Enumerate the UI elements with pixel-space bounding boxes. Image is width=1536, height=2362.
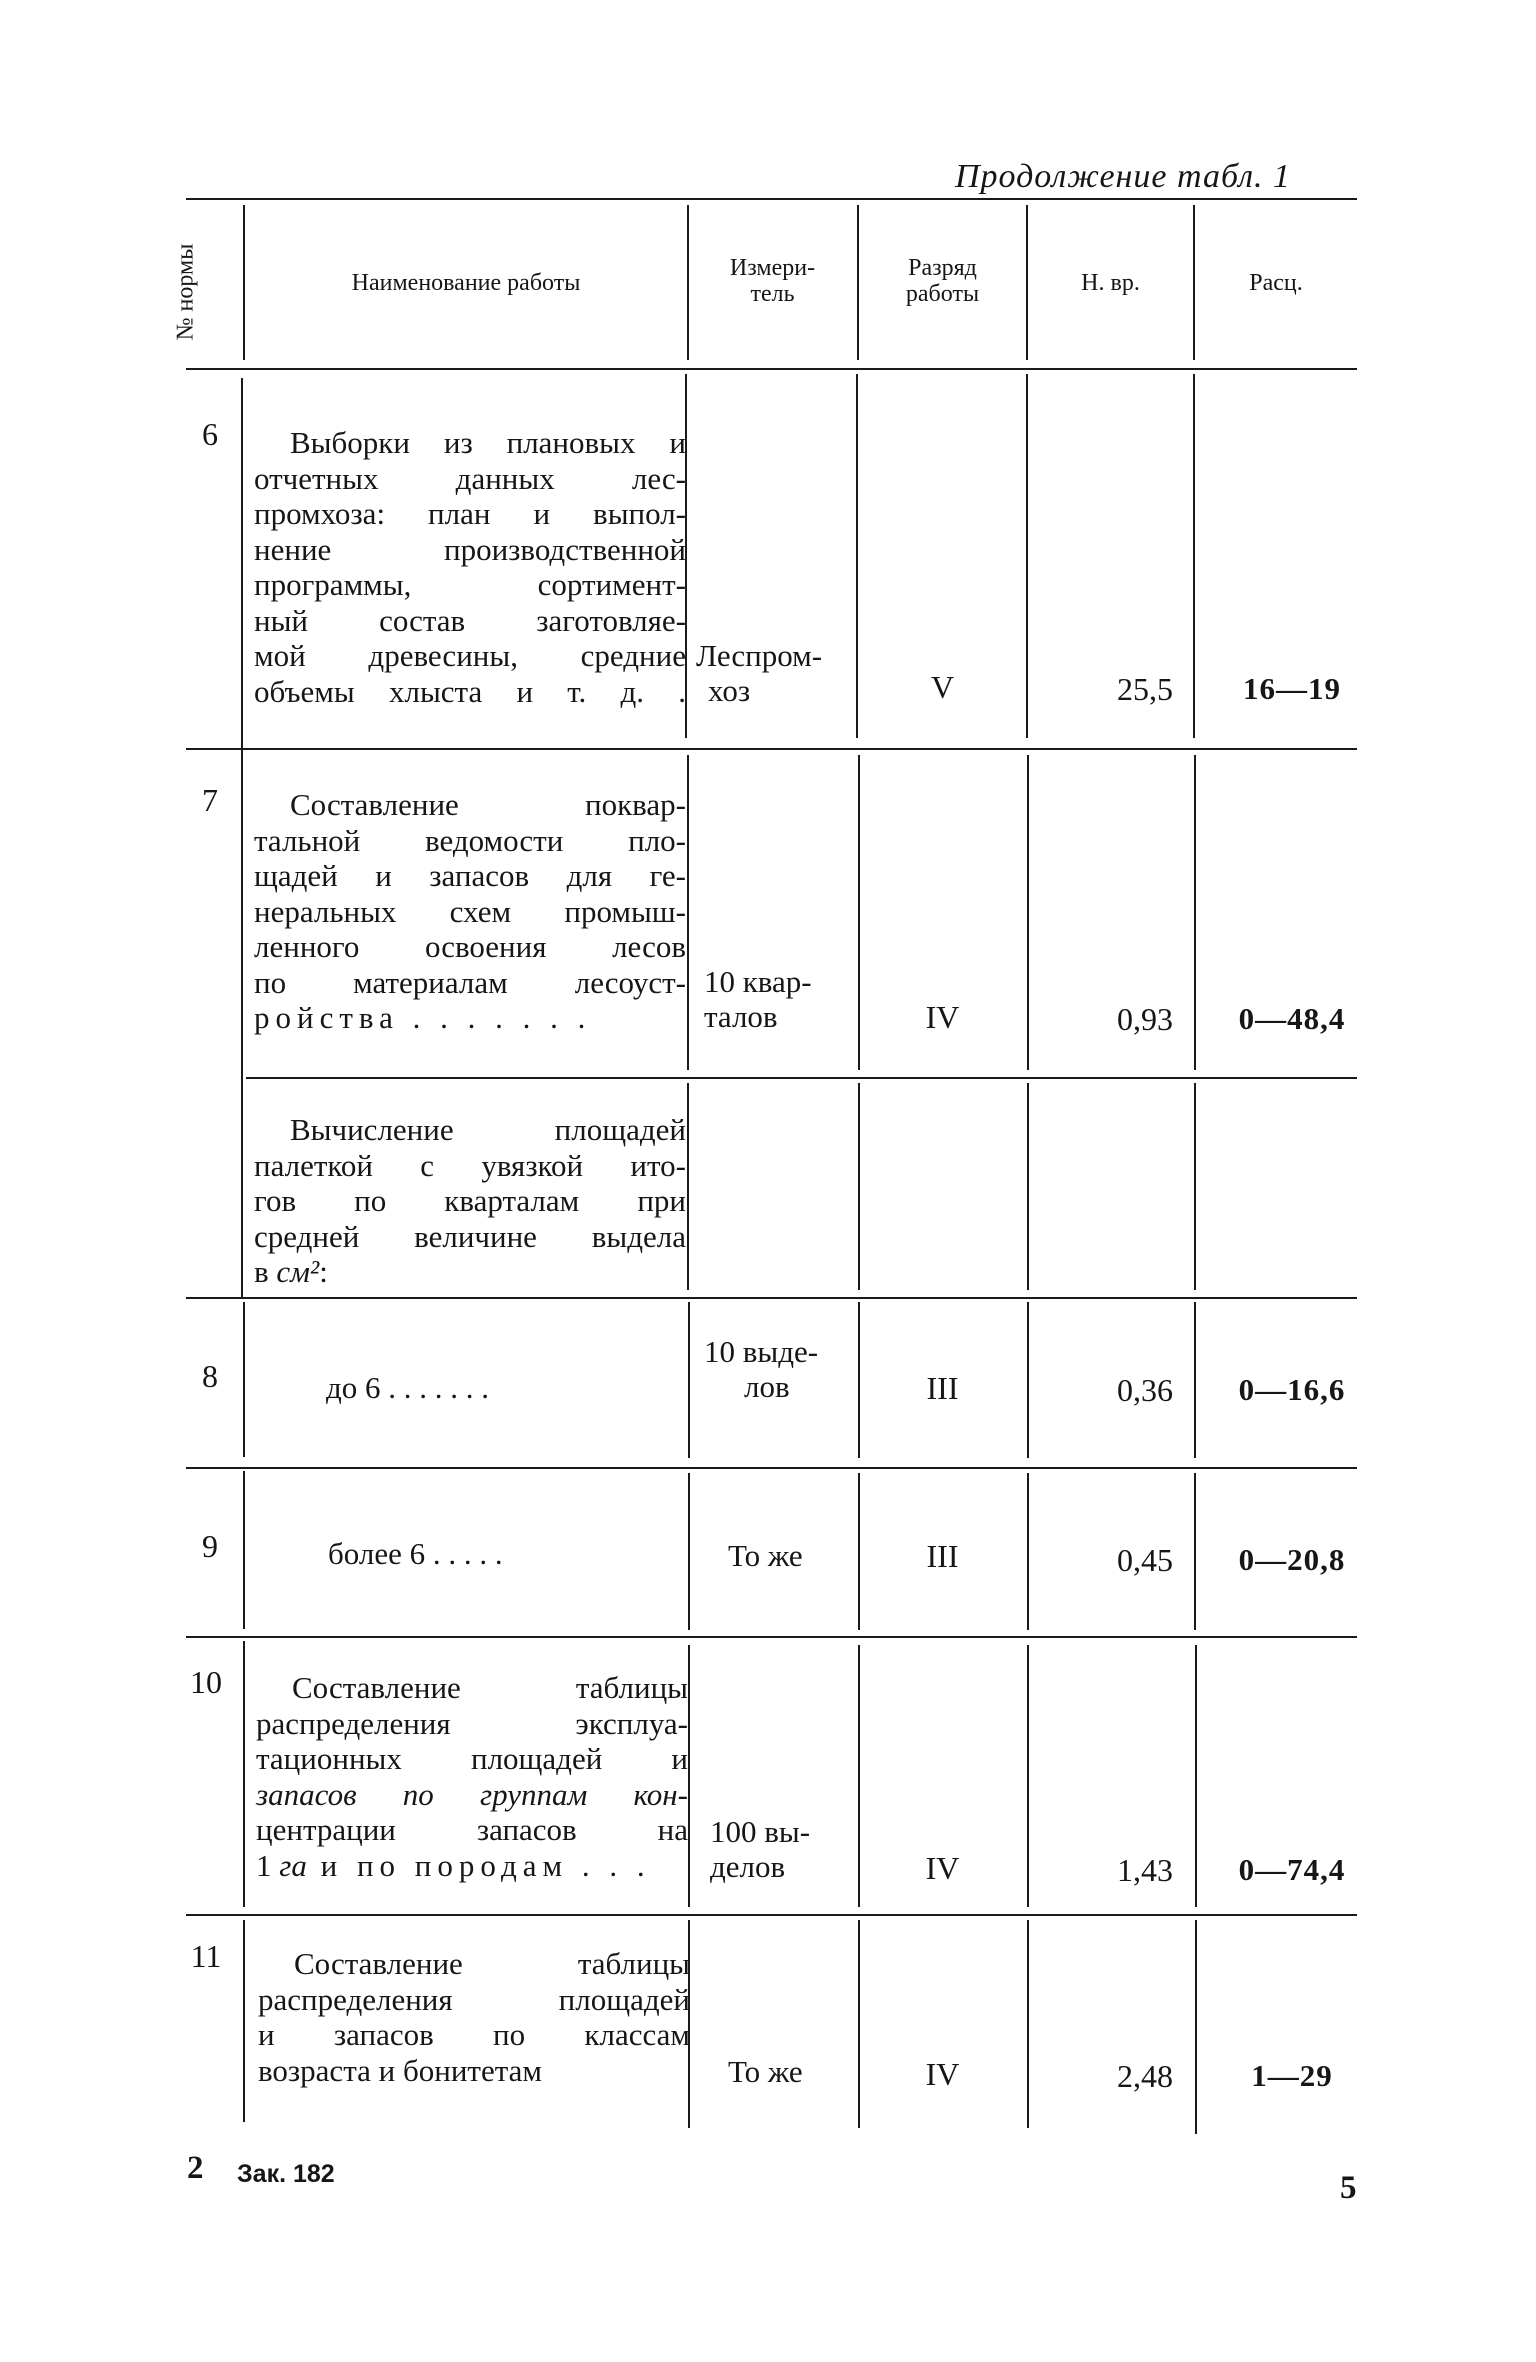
vline-c5 bbox=[1194, 1302, 1196, 1458]
vline-c5 bbox=[1194, 755, 1196, 1070]
vline-c1 bbox=[243, 205, 245, 360]
vline-c2 bbox=[688, 1645, 690, 1907]
vline-c3 bbox=[856, 374, 858, 738]
row9-rasc: 0—20,8 bbox=[1238, 1542, 1346, 1577]
row7-number: 7 bbox=[202, 782, 218, 818]
row11-work-name: Составление таблицы распределения площадей и запасов по классам возраста и бонитетам bbox=[258, 1946, 690, 2088]
row8-rasc: 0—16,6 bbox=[1238, 1372, 1346, 1407]
row7-rank: IV bbox=[925, 999, 960, 1035]
rule-row9 bbox=[186, 1636, 1357, 1638]
sheet-number: 2 bbox=[187, 2150, 204, 2186]
row7-meter: 10 квар- талов bbox=[704, 964, 812, 1034]
vline-c3 bbox=[858, 1920, 860, 2128]
vline-c5 bbox=[1194, 1083, 1196, 1290]
vline-c1 bbox=[243, 1471, 245, 1629]
vline-c5 bbox=[1193, 205, 1195, 360]
vline-c1 bbox=[243, 1302, 245, 1457]
row11-rank: IV bbox=[925, 2056, 960, 2092]
row11-nvr: 2,48 bbox=[1117, 2058, 1173, 2094]
vline-c4 bbox=[1027, 1083, 1029, 1290]
row6-rank: V bbox=[930, 669, 955, 705]
vline-c1 bbox=[241, 378, 243, 1298]
rule-sub bbox=[186, 1297, 1357, 1299]
vline-c1 bbox=[243, 1641, 245, 1907]
row10-number: 10 bbox=[190, 1664, 222, 1700]
vline-c3 bbox=[858, 1083, 860, 1290]
vline-c4 bbox=[1027, 1920, 1029, 2128]
vline-c4 bbox=[1026, 205, 1028, 360]
row6-nvr: 25,5 bbox=[1117, 671, 1173, 707]
row7-rasc: 0—48,4 bbox=[1238, 1001, 1346, 1036]
row11-rasc: 1—29 bbox=[1251, 2058, 1333, 2093]
vline-c1 bbox=[243, 1920, 245, 2122]
row10-meter: 100 вы- делов bbox=[710, 1814, 811, 1884]
row11-meter: То же bbox=[728, 2054, 803, 2089]
row7-work-name: Составление поквар- тальной ведомости пло- щадей и запасов для ге- неральных схем промыш- ленного освоения лесов по материалам лесоуст- ройства . . . . . . . bbox=[254, 787, 686, 1035]
header-norm: № нормы bbox=[172, 243, 199, 341]
row8-nvr: 0,36 bbox=[1117, 1372, 1173, 1408]
vline-c4 bbox=[1027, 1473, 1029, 1630]
vline-c4 bbox=[1027, 1645, 1029, 1907]
row10-rasc: 0—74,4 bbox=[1238, 1852, 1346, 1887]
rule-row10 bbox=[186, 1914, 1357, 1916]
header-rank: Разряд работы bbox=[905, 255, 980, 307]
vline-c5 bbox=[1193, 374, 1195, 738]
table-caption: Продолжение табл. 1 bbox=[955, 158, 1292, 195]
vline-c2 bbox=[688, 1473, 690, 1630]
row6-number: 6 bbox=[202, 416, 218, 452]
rule-header-bottom bbox=[186, 368, 1357, 370]
vline-c2 bbox=[688, 1302, 690, 1458]
row7-nvr: 0,93 bbox=[1117, 1001, 1173, 1037]
row6-rasc: 16—19 bbox=[1243, 671, 1341, 706]
header-meter: Измери- тель bbox=[729, 255, 816, 307]
vline-c5 bbox=[1194, 1473, 1196, 1630]
vline-c4 bbox=[1026, 374, 1028, 738]
vline-c5 bbox=[1195, 1645, 1197, 1907]
row9-rank: III bbox=[926, 1538, 959, 1574]
vline-c5 bbox=[1195, 1920, 1197, 2134]
row6-meter: Леспром- хоз bbox=[696, 638, 823, 708]
row9-nvr: 0,45 bbox=[1117, 1542, 1173, 1578]
page-number: 5 bbox=[1340, 2170, 1357, 2206]
row11-number: 11 bbox=[190, 1938, 222, 1974]
vline-c2 bbox=[687, 755, 689, 1070]
subheader-work-name: Вычисление площадей палеткой с увязкой ито- гов по кварталам при средней величине выдела в см²: bbox=[254, 1112, 686, 1289]
header-nvr: Н. вр. bbox=[1081, 270, 1140, 296]
rule-row8 bbox=[186, 1467, 1357, 1469]
header-rasc: Расц. bbox=[1249, 270, 1303, 296]
row9-number: 9 bbox=[202, 1528, 218, 1564]
row8-work-name: до 6 . . . . . . . bbox=[326, 1370, 490, 1405]
row9-work-name: более 6 . . . . . bbox=[328, 1536, 503, 1571]
row10-rank: IV bbox=[925, 1850, 960, 1886]
vline-c4 bbox=[1027, 1302, 1029, 1458]
order-number: Зак. 182 bbox=[237, 2160, 335, 2188]
row8-number: 8 bbox=[202, 1358, 218, 1394]
row9-meter: То же bbox=[728, 1538, 803, 1573]
vline-c2 bbox=[687, 1083, 689, 1290]
rule-top bbox=[186, 198, 1357, 200]
vline-c4 bbox=[1027, 755, 1029, 1070]
rule-row6 bbox=[186, 748, 1357, 750]
vline-c3 bbox=[857, 205, 859, 360]
rule-row7 bbox=[246, 1077, 1357, 1079]
row8-meter: 10 выде- лов bbox=[704, 1334, 819, 1404]
header-name: Наименование работы bbox=[351, 270, 581, 296]
row10-work-name: Составление таблицы распределения эксплуа- тационных площадей и запасов по группам кон- центрации запасов на 1 га и по породам . . . bbox=[256, 1670, 688, 1883]
row6-work-name: Выборки из плановых и отчетных данных лес- промхоза: план и выпол- нение производственной программы, сортимент- ный состав заготовляе- мой древесины, средние объемы хлыста и т. д. . bbox=[254, 425, 686, 709]
vline-c2 bbox=[687, 205, 689, 360]
row8-rank: III bbox=[926, 1370, 959, 1406]
row10-nvr: 1,43 bbox=[1117, 1852, 1173, 1888]
